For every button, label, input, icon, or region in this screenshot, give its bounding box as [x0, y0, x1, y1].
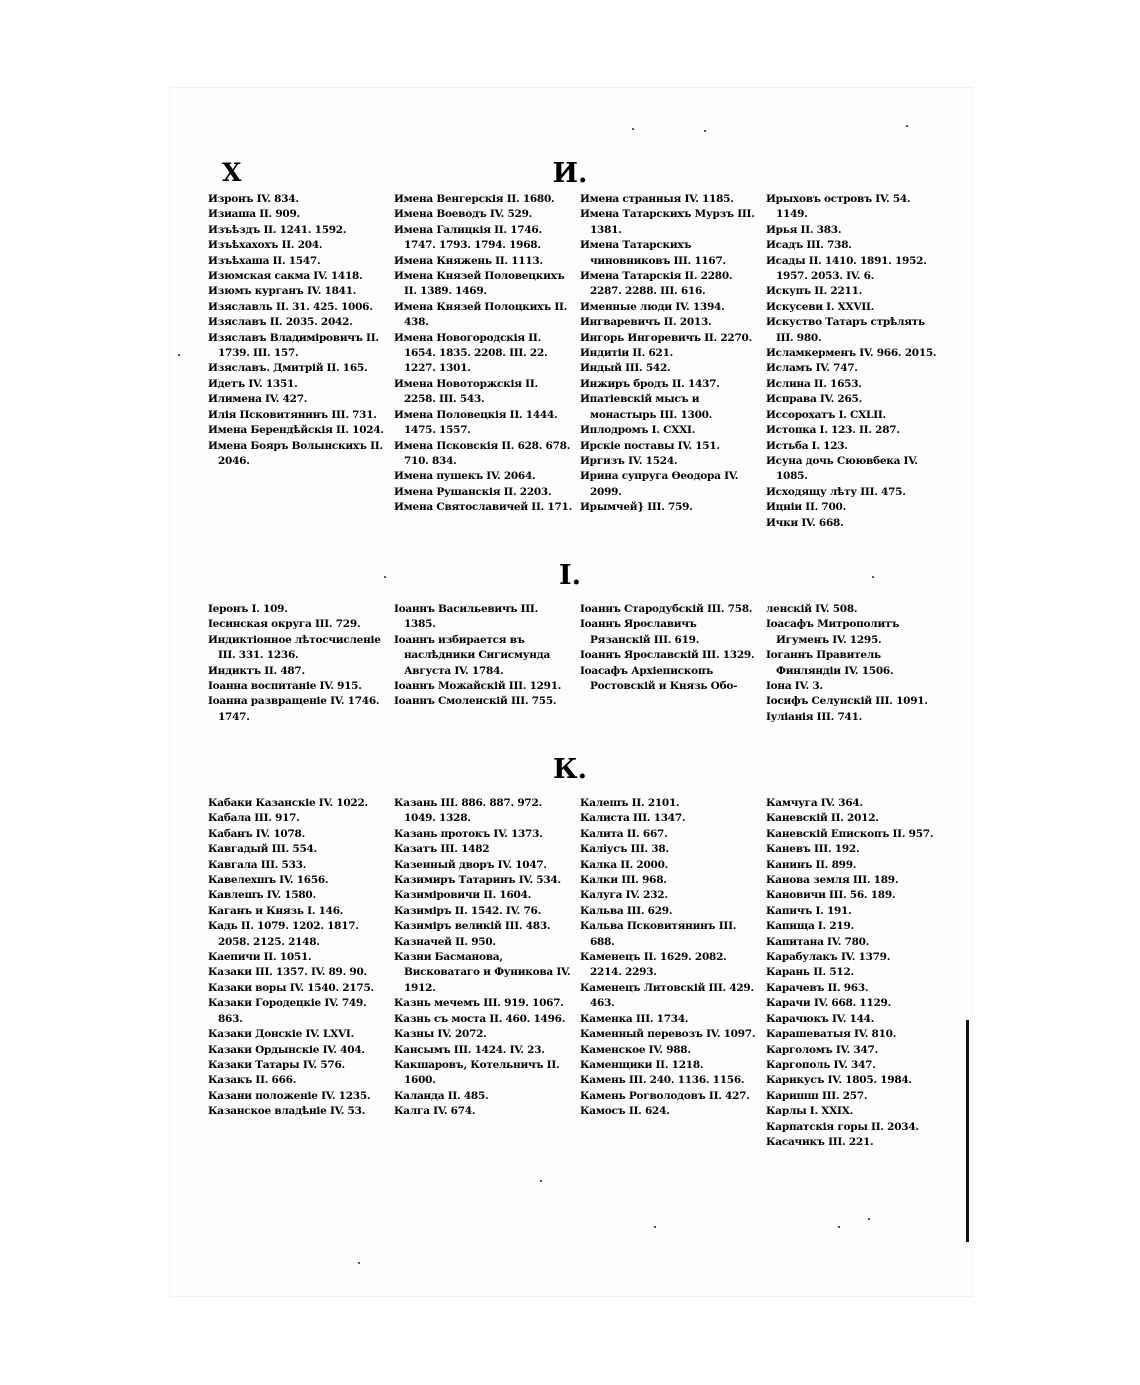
index-entry: Іоасафъ Архіепископъ Ростовскій и Князь Обо- — [580, 664, 738, 693]
index-entry: Ирина супруга Ѳеодора IV. 2099. — [580, 470, 739, 498]
index-column — [580, 192, 766, 531]
index-column — [766, 602, 952, 725]
index-entry: Кановичи III. 56. 189. — [766, 889, 896, 902]
index-entry: Каланда II. 485. — [394, 1089, 489, 1102]
index-entry: Кавелехшъ IV. 1656. — [208, 874, 329, 887]
index-entry: Казаки III. 1357. IV. 89. 90. — [208, 966, 367, 979]
index-entry: Калешъ II. 2101. — [580, 797, 680, 809]
page-letter: X — [222, 158, 242, 187]
scan-speck — [358, 1262, 360, 1264]
index-entry: Изиаша II. 909. — [208, 208, 300, 221]
index-entry: Иплодромъ I. CXXI. — [580, 424, 696, 437]
index-column — [766, 796, 952, 1150]
index-entry: Кальва Псковитянинъ III. 688. — [580, 920, 737, 948]
index-entry: Карлы I. XXIX. — [766, 1105, 854, 1118]
index-entry: Карабулакъ IV. 1379. — [766, 951, 891, 964]
index-entry: Изронъ IV. 834. — [208, 193, 299, 205]
scan-speck — [632, 128, 634, 130]
index-entry: Іоанна развращеніе IV. 1746. 1747. — [208, 695, 380, 723]
index-entry: Индиктіонное лѣтосчисленіе III. 331. 1236. — [208, 633, 381, 662]
index-entry: Казаки воры IV. 1540. 2175. — [208, 981, 374, 994]
index-entry: Имена Князей Половецкихъ II. 1389. 1469. — [394, 270, 565, 298]
index-entry: Камчуга IV. 364. — [766, 797, 863, 809]
index-entry: Каменецъ Литовскій III. 429. 463. — [580, 981, 754, 1010]
index-entry: Кадь II. 1079. 1202. 1817. 2058. 2125. 2148. — [208, 920, 359, 948]
scan-speck — [704, 130, 706, 132]
index-entry: Имена Новоторжскія II. 2258. III. 543. — [394, 377, 538, 406]
index-entry: Идетъ IV. 1351. — [208, 377, 298, 390]
index-entry: Кабала III. 917. — [208, 812, 300, 825]
index-entry: Ирымчей} III. 759. — [580, 501, 693, 514]
index-entry: Ирыховъ островъ IV. 54. 1149. — [766, 193, 911, 221]
index-entry: Казань III. 886. 887. 972. 1049. 1328. — [394, 797, 542, 825]
section-i-short — [208, 192, 952, 531]
section-heading-k: К. — [553, 754, 587, 785]
index-entry: Имена Новогородскія II. 1654. 1835. 2208. III. 22. 1227. 1301. — [394, 331, 548, 375]
index-entry: Кабанъ IV. 1078. — [208, 827, 305, 840]
index-entry: Канова земля III. 189. — [766, 874, 899, 887]
index-entry: Изяславъ Владиміровичъ II. 1739. III. 157. — [208, 331, 379, 360]
index-entry: Казанское владѣніе IV. 53. — [208, 1105, 366, 1118]
index-entry: Имена Татарскихъ Мурзъ III. 1381. — [580, 208, 755, 236]
index-entry: Калiусъ III. 38. — [580, 843, 669, 856]
index-entry: Кальва III. 629. — [580, 904, 673, 917]
index-entry: Каменское IV. 988. — [580, 1043, 691, 1056]
section-i-decimal — [208, 602, 952, 725]
index-entry: Іесинская округа III. 729. — [208, 618, 361, 631]
index-entry: Казакъ II. 666. — [208, 1074, 297, 1087]
index-entry: Искупъ II. 2211. — [766, 285, 863, 298]
index-entry: Каргополь IV. 347. — [766, 1058, 876, 1071]
index-entry: ленскій IV. 508. — [766, 603, 858, 615]
index-entry: Камень III. 240. 1136. 1156. — [580, 1074, 745, 1087]
index-entry: Іосифъ Селунскій III. 1091. — [766, 695, 928, 708]
index-column — [394, 796, 580, 1150]
index-entry: Исправа IV. 265. — [766, 393, 863, 406]
index-entry: Карпатскія горы II. 2034. — [766, 1120, 919, 1133]
index-entry: Казимиръ Татаринъ IV. 534. — [394, 874, 561, 887]
index-entry: Каневскій Епископъ II. 957. — [766, 827, 934, 840]
index-entry: Каменный перевозъ IV. 1097. — [580, 1028, 756, 1041]
scan-speck — [872, 576, 874, 578]
index-entry: Изюмъ курганъ IV. 1841. — [208, 285, 357, 298]
index-column — [394, 192, 580, 531]
index-entry: Казаки Городецкіе IV. 749. 863. — [208, 997, 367, 1025]
index-entry: Имена Берендѣйскія II. 1024. — [208, 424, 384, 437]
index-entry: Казаки Донскіе IV. LXVI. — [208, 1028, 354, 1041]
index-entry: Калки III. 968. — [580, 874, 667, 887]
index-entry: Исадъ III. 738. — [766, 239, 852, 252]
index-entry: Ирскіе поставы IV. 151. — [580, 439, 720, 452]
index-entry: Калиста III. 1347. — [580, 812, 686, 825]
index-entry: Изяславъ. Дмитрій II. 165. — [208, 362, 368, 375]
index-entry: Искусеви I. XXVII. — [766, 300, 875, 313]
index-entry: Ислина II. 1653. — [766, 377, 862, 390]
index-entry: Какшаровъ, Котельничъ II. 1600. — [394, 1058, 560, 1087]
index-entry: Имена Псковскія II. 628. 678. 710. 834. — [394, 439, 571, 467]
index-entry: Кавгадый III. 554. — [208, 843, 317, 856]
index-entry: Искуство Татаръ стрѣлять III. 980. — [766, 316, 925, 344]
index-entry: Казиміръ великій III. 483. — [394, 920, 551, 933]
index-column — [208, 192, 394, 531]
index-entry: Исламъ IV. 747. — [766, 362, 858, 375]
index-entry: Капища I. 219. — [766, 920, 854, 933]
index-entry: Карашеватыя IV. 810. — [766, 1028, 897, 1041]
index-entry: Имена Святославичей II. 171. — [394, 501, 572, 514]
index-entry: Казнь съ моста II. 460. 1496. — [394, 1012, 566, 1025]
index-entry: Казиміръ II. 1542. IV. 76. — [394, 904, 541, 917]
index-entry: Казатъ III. 1482 — [394, 843, 490, 856]
index-entry: Іоаннъ Ярославскій III. 1329. — [580, 649, 755, 662]
index-column — [394, 602, 580, 725]
scan-speck — [540, 1180, 542, 1182]
scan-speck — [868, 1218, 870, 1220]
index-entry: Іоаннъ Можайскій III. 1291. — [394, 680, 562, 693]
index-entry: Камосъ II. 624. — [580, 1105, 670, 1118]
index-entry: Кабаки Казанскіе IV. 1022. — [208, 797, 368, 809]
index-entry: Казначей II. 950. — [394, 935, 496, 948]
index-entry: Исады II. 1410. 1891. 1952. 1957. 2053. IV. 6. — [766, 254, 927, 283]
index-entry: Имена Венгерскія II. 1680. — [394, 193, 555, 205]
index-entry: Казни Басманова, Висковатаго и Фуникова IV. 1912. — [394, 951, 571, 994]
index-entry: Имена Воеводъ IV. 529. — [394, 208, 533, 221]
index-entry: Каневъ III. 192. — [766, 843, 860, 856]
index-entry: Іоаннъ Ярославичъ Рязанскій III. 619. — [580, 618, 700, 646]
index-column — [208, 602, 394, 725]
index-entry: Канинъ II. 899. — [766, 858, 857, 871]
index-entry: Изяславъ II. 2035. 2042. — [208, 316, 353, 329]
section-heading-i-decimal: I. — [558, 560, 582, 591]
index-column — [580, 796, 766, 1150]
index-entry: Іоанна воспитаніе IV. 915. — [208, 680, 362, 693]
index-entry: Каменщики II. 1218. — [580, 1058, 704, 1071]
index-entry: Калита II. 667. — [580, 827, 668, 840]
index-entry: Кавлешъ IV. 1580. — [208, 889, 316, 902]
index-entry: Казенный дворъ IV. 1047. — [394, 858, 547, 871]
index-entry: Каневскій II. 2012. — [766, 812, 879, 825]
index-entry: Исходящу лѣту III. 475. — [766, 485, 906, 498]
index-entry: Казань протокъ IV. 1373. — [394, 827, 543, 840]
index-entry: Ирья II. 383. — [766, 223, 842, 236]
index-entry: Карачюкъ IV. 144. — [766, 1012, 875, 1025]
index-entry: Индитіи II. 621. — [580, 347, 674, 360]
index-entry: Касачикъ III. 221. — [766, 1135, 874, 1148]
index-entry: Имена пушекъ IV. 2064. — [394, 470, 536, 483]
index-entry: Іоасафъ Митрополитъ Игуменъ IV. 1295. — [766, 618, 900, 646]
index-entry: Исламкерменъ IV. 966. 2015. — [766, 347, 937, 360]
index-entry: Каганъ и Князь I. 146. — [208, 904, 344, 917]
index-entry: Іоаннъ Васильевичъ III. 1385. — [394, 603, 538, 631]
index-entry: Іоаннъ Стародубскій III. 758. — [580, 603, 753, 615]
index-entry: Индиктъ II. 487. — [208, 664, 305, 677]
index-column — [580, 602, 766, 725]
index-column — [766, 192, 952, 531]
index-entry: Казани положеніе IV. 1235. — [208, 1089, 371, 1102]
index-entry: Іеронъ I. 109. — [208, 603, 288, 615]
index-entry: Инжиръ бродъ II. 1437. — [580, 377, 720, 390]
index-entry: Карань II. 512. — [766, 966, 854, 979]
index-entry: Карголомъ IV. 347. — [766, 1043, 878, 1056]
index-entry: Изъѣхаша II. 1547. — [208, 254, 321, 267]
index-entry: Каменка III. 1734. — [580, 1012, 689, 1025]
index-entry: Каришш III. 257. — [766, 1089, 868, 1102]
index-entry: Ингваревичъ II. 2013. — [580, 316, 712, 329]
index-entry: Калга IV. 674. — [394, 1105, 476, 1118]
index-entry: Илимена IV. 427. — [208, 393, 308, 406]
index-entry: Имена странныя IV. 1185. — [580, 193, 734, 205]
index-entry: Изяславль II. 31. 425. 1006. — [208, 300, 373, 313]
index-entry: Карачи IV. 668. 1129. — [766, 997, 892, 1010]
index-entry: Капитана IV. 780. — [766, 935, 870, 948]
scan-speck — [654, 1226, 656, 1228]
index-entry: Ипатіевскій мысъ и монастырь III. 1300. — [580, 393, 713, 421]
index-entry: Имена Князей Полоцкихъ II. 438. — [394, 300, 568, 329]
index-entry: Имена Бояръ Волынскихъ II. 2046. — [208, 439, 383, 467]
index-entry: Изюмская сакма IV. 1418. — [208, 270, 363, 283]
index-entry: Имена Княжень II. 1113. — [394, 254, 543, 267]
index-entry: Кавгала III. 533. — [208, 858, 307, 871]
index-entry: Ички IV. 668. — [766, 516, 844, 529]
index-entry: Илія Псковитянинъ III. 731. — [208, 408, 377, 421]
scan-speck — [906, 125, 908, 127]
index-entry: Іоаннъ Смоленскій III. 755. — [394, 695, 557, 708]
index-entry: Кансымъ III. 1424. IV. 23. — [394, 1043, 545, 1056]
scan-speck — [838, 1226, 840, 1228]
section-heading-i-short: И. — [552, 158, 588, 189]
index-entry: Каменецъ II. 1629. 2082. 2214. 2293. — [580, 951, 727, 979]
index-entry: Карикусъ IV. 1805. 1984. — [766, 1074, 912, 1087]
index-entry: Калка II. 2000. — [580, 858, 669, 871]
index-entry: Казиміровичи II. 1604. — [394, 889, 532, 902]
index-entry: Ицніи II. 700. — [766, 501, 847, 514]
scan-speck — [384, 576, 386, 578]
scan-edge-line — [966, 1020, 969, 1242]
index-entry: Калуга IV. 232. — [580, 889, 668, 902]
index-entry: Казаки Ордынскіе IV. 404. — [208, 1043, 365, 1056]
index-entry: Имена Галицкія II. 1746. 1747. 1793. 1794. 1968. — [394, 223, 542, 252]
index-entry: Имена Половецкія II. 1444. 1475. 1557. — [394, 408, 558, 437]
index-entry: Имена Татарскія II. 2280. 2287. 2288. III. 616. — [580, 270, 733, 298]
index-entry: Іоганнъ Правитель Финляндіи IV. 1506. — [766, 649, 894, 677]
section-k — [208, 796, 952, 1150]
index-entry: Ингорь Ингоревичъ II. 2270. — [580, 331, 752, 344]
index-entry: Исуна дочь Сюювбека IV. 1085. — [766, 454, 918, 483]
index-entry: Каепичи II. 1051. — [208, 951, 312, 964]
index-entry: Капичъ I. 191. — [766, 904, 852, 917]
index-entry: Изъѣхахохъ II. 204. — [208, 239, 323, 252]
index-column — [208, 796, 394, 1150]
index-entry: Казаки Татары IV. 576. — [208, 1058, 345, 1071]
index-entry: Истопка I. 123. II. 287. — [766, 424, 900, 437]
index-entry: Индый III. 542. — [580, 362, 671, 375]
index-entry: Карачевъ II. 963. — [766, 981, 869, 994]
index-entry: Именные люди IV. 1394. — [580, 300, 725, 313]
index-entry: Іуліанія III. 741. — [766, 710, 863, 723]
index-entry: Камень Рогволодовъ II. 427. — [580, 1089, 750, 1102]
index-entry: Іона IV. 3. — [766, 680, 823, 693]
index-entry: Изъѣздъ II. 1241. 1592. — [208, 223, 347, 236]
index-entry: Иргизъ IV. 1524. — [580, 454, 678, 467]
index-entry: Имена Татарскихъ чиновниковъ III. 1167. — [580, 239, 726, 267]
index-entry: Истьба I. 123. — [766, 439, 848, 452]
scan-speck — [178, 354, 180, 356]
index-entry: Казны IV. 2072. — [394, 1028, 487, 1041]
index-entry: Имена Рушанскія II. 2203. — [394, 485, 552, 498]
index-entry: Іоаннъ избирается въ наслѣдники Сигисмунда Августа IV. 1784. — [394, 633, 551, 677]
index-entry: Казнь мечемъ III. 919. 1067. — [394, 997, 564, 1010]
index-entry: Иссорохатъ I. CXLII. — [766, 408, 886, 421]
